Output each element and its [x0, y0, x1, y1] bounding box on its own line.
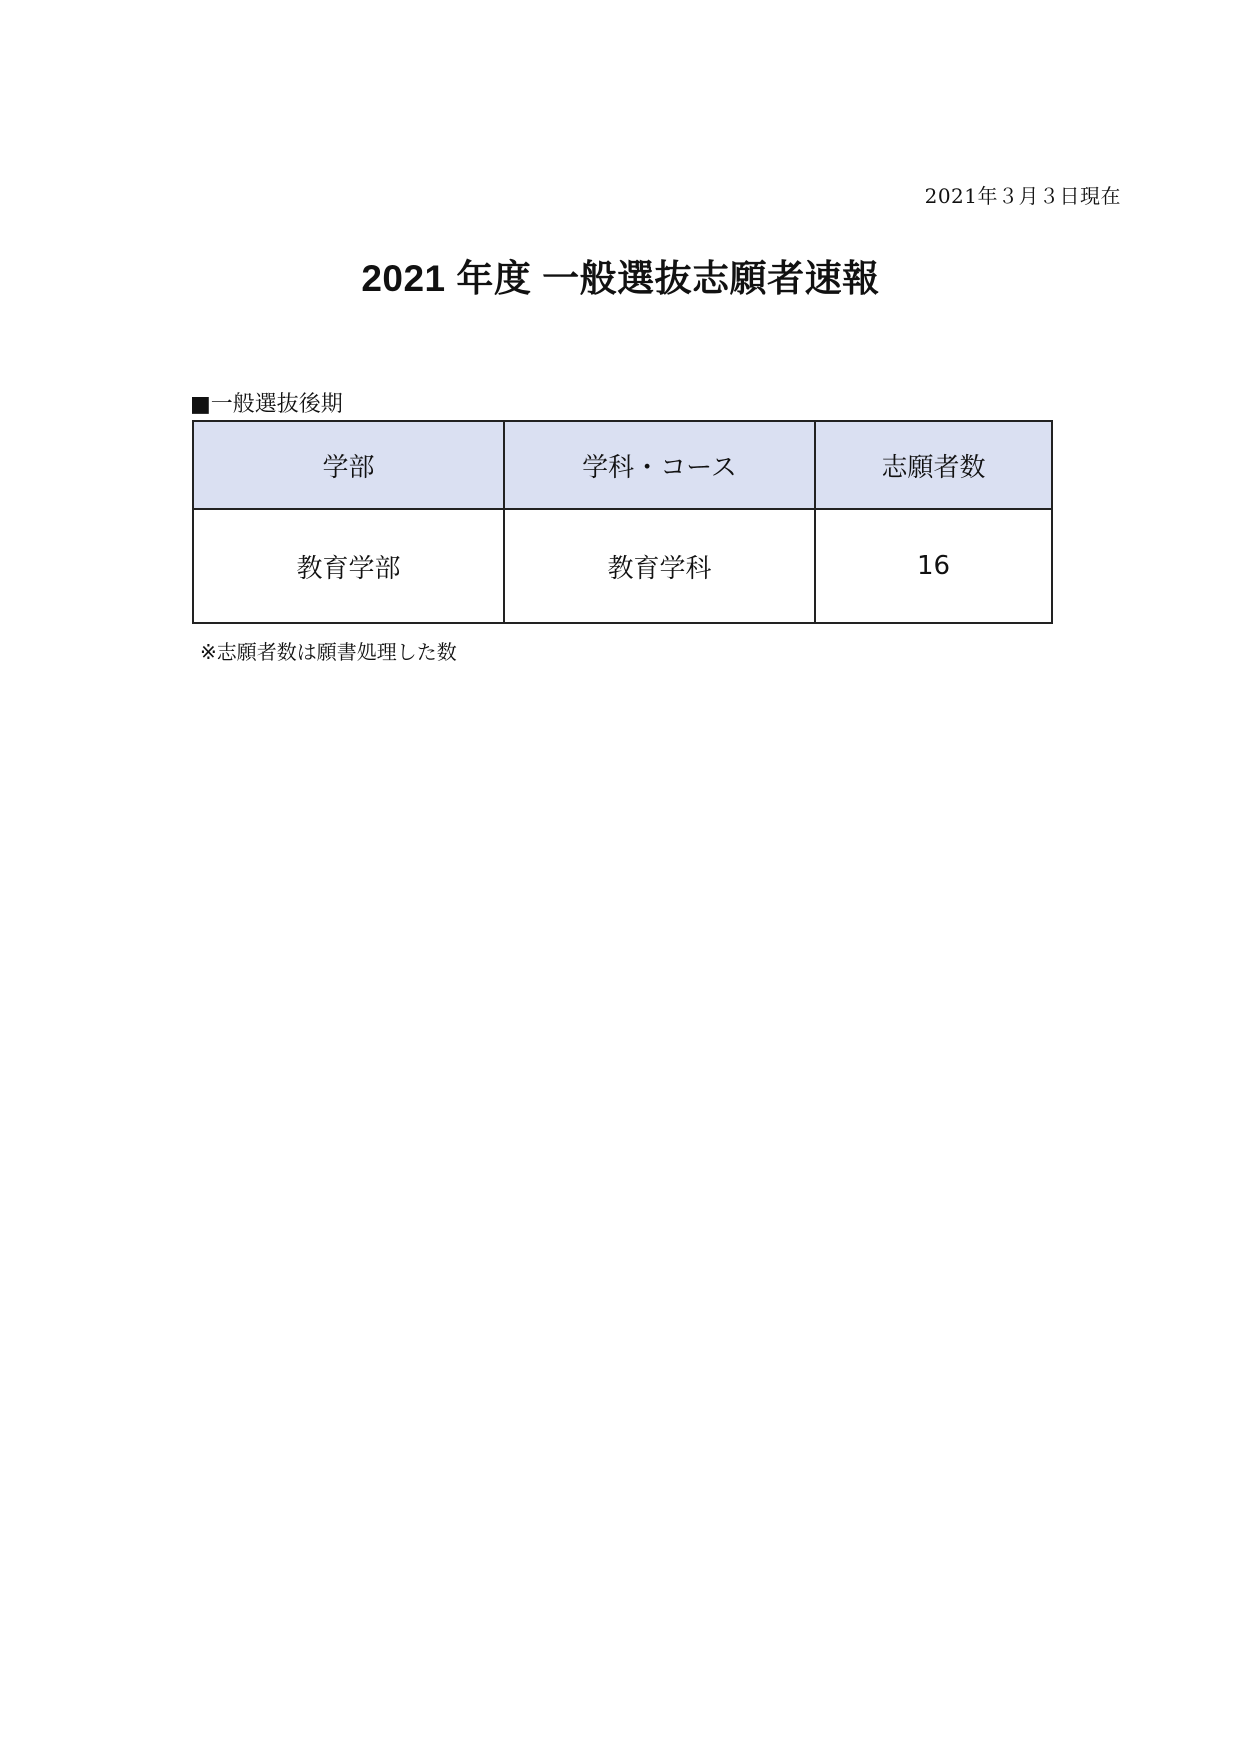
section-heading: ■一般選抜後期	[190, 392, 343, 417]
cell-faculty: 教育学部	[193, 509, 504, 623]
column-header-faculty: 学部	[193, 421, 504, 509]
table-header-row	[193, 421, 1052, 509]
as-of-date: 2021年３月３日現在	[924, 184, 1121, 208]
applicants-table	[192, 420, 1053, 624]
footnote: ※志願者数は願書処理した数	[200, 640, 457, 664]
cell-department: 教育学科	[504, 509, 815, 623]
column-header-department: 学科・コース	[504, 421, 815, 509]
page-title: 2021 年度 一般選抜志願者速報	[361, 258, 880, 299]
cell-applicant-count: 16	[815, 509, 1052, 623]
column-header-applicant-count: 志願者数	[815, 421, 1052, 509]
table-row	[193, 509, 1052, 623]
